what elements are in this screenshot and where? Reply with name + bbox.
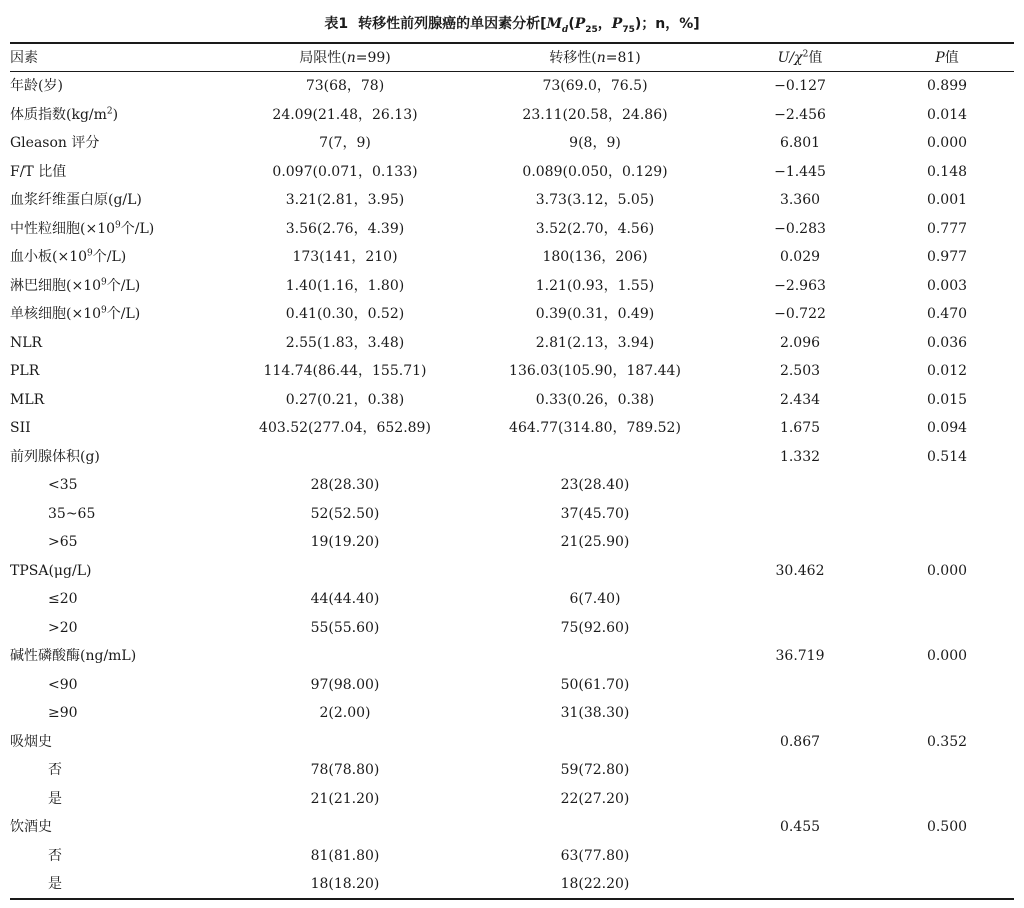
cell-localized bbox=[220, 557, 470, 586]
cell-metastatic: 22(27.20) bbox=[560, 790, 630, 807]
cell-u-chi2: −1.445 bbox=[774, 163, 826, 180]
cell-p-value bbox=[880, 785, 1014, 814]
cell-localized: 21(21.20) bbox=[310, 790, 380, 807]
cell-metastatic: 0.089(0.050，0.129) bbox=[522, 163, 668, 180]
factor-text: ≥90 bbox=[48, 705, 78, 722]
cell-u-chi2: 3.360 bbox=[779, 192, 821, 209]
cell-u-chi2 bbox=[720, 528, 880, 557]
header-metastatic-pre: 转移性( bbox=[549, 50, 597, 66]
factor-text: 否 bbox=[48, 762, 62, 779]
header-metastatic bbox=[470, 44, 720, 72]
factor-text: 前列腺体积(g) bbox=[10, 448, 100, 465]
cell-metastatic: 9(8，9) bbox=[569, 135, 621, 152]
factor-tail: ) bbox=[112, 106, 119, 123]
cell-p-value bbox=[880, 614, 1014, 643]
cell-metastatic: 63(77.80) bbox=[560, 847, 630, 864]
cell-localized: 0.41(0.30，0.52) bbox=[285, 306, 405, 323]
stat-m: M bbox=[546, 16, 563, 32]
table-row bbox=[10, 414, 1014, 443]
cell-factor bbox=[10, 842, 220, 871]
cell-localized: 52(52.50) bbox=[310, 505, 380, 522]
cell-u-chi2: −0.722 bbox=[774, 306, 826, 323]
cell-factor bbox=[10, 699, 220, 728]
cell-localized: 81(81.80) bbox=[310, 847, 380, 864]
cell-metastatic: 2.81(2.13，3.94) bbox=[535, 334, 655, 351]
cell-u-chi2: −0.127 bbox=[774, 78, 826, 95]
cell-factor bbox=[10, 129, 220, 158]
table-row bbox=[10, 585, 1014, 614]
cell-metastatic: 0.39(0.31，0.49) bbox=[535, 306, 655, 323]
cell-metastatic: 3.73(3.12，5.05) bbox=[535, 192, 655, 209]
table-row bbox=[10, 272, 1014, 301]
table-row bbox=[10, 300, 1014, 329]
cell-factor bbox=[10, 671, 220, 700]
table-row bbox=[10, 471, 1014, 500]
cell-metastatic: 18(22.20) bbox=[560, 876, 630, 893]
cell-u-chi2: 2.503 bbox=[779, 363, 821, 380]
cell-p-value: 0.014 bbox=[926, 106, 968, 123]
cell-u-chi2 bbox=[720, 785, 880, 814]
table-row bbox=[10, 614, 1014, 643]
header-localized bbox=[220, 44, 470, 72]
cell-p-value bbox=[880, 671, 1014, 700]
header-localized-post: =99) bbox=[355, 50, 391, 66]
factor-tail: 个/L) bbox=[120, 220, 155, 237]
cell-localized: 19(19.20) bbox=[310, 534, 380, 551]
table-title: 转移性前列腺癌的单因素分析 bbox=[358, 16, 541, 32]
cell-p-value: 0.000 bbox=[926, 562, 968, 579]
factor-text: SII bbox=[10, 420, 31, 437]
cell-metastatic bbox=[470, 557, 720, 586]
cell-metastatic: 37(45.70) bbox=[560, 505, 630, 522]
table-row bbox=[10, 243, 1014, 272]
header-u-sup: 2 bbox=[802, 49, 809, 60]
cell-metastatic bbox=[470, 813, 720, 842]
table-row bbox=[10, 158, 1014, 187]
header-row bbox=[10, 44, 1014, 72]
cell-factor bbox=[10, 186, 220, 215]
cell-u-chi2 bbox=[720, 614, 880, 643]
factor-text: 中性粒细胞(×10 bbox=[10, 220, 116, 237]
cell-localized: 3.21(2.81，3.95) bbox=[285, 192, 405, 209]
cell-metastatic bbox=[470, 443, 720, 472]
table-row bbox=[10, 443, 1014, 472]
cell-metastatic: 75(92.60) bbox=[560, 619, 630, 636]
header-u-chi: χ bbox=[794, 50, 803, 66]
cell-p-value: 0.036 bbox=[926, 334, 968, 351]
factor-text: >20 bbox=[48, 619, 78, 636]
cell-p-value bbox=[880, 471, 1014, 500]
cell-p-value bbox=[880, 870, 1014, 899]
cell-metastatic: 6(7.40) bbox=[569, 591, 621, 608]
cell-metastatic: 21(25.90) bbox=[560, 534, 630, 551]
cell-u-chi2 bbox=[720, 471, 880, 500]
cell-metastatic: 1.21(0.93，1.55) bbox=[535, 277, 655, 294]
cell-u-chi2: 2.434 bbox=[779, 391, 821, 408]
cell-localized: 2.55(1.83，3.48) bbox=[285, 334, 405, 351]
cell-factor bbox=[10, 785, 220, 814]
stat-close: )；n，%] bbox=[634, 16, 700, 32]
table-row bbox=[10, 557, 1014, 586]
cell-metastatic: 50(61.70) bbox=[560, 676, 630, 693]
header-metastatic-post: =81) bbox=[605, 50, 641, 66]
cell-factor bbox=[10, 813, 220, 842]
cell-u-chi2: 36.719 bbox=[775, 648, 825, 665]
cell-p-value: 0.777 bbox=[926, 220, 968, 237]
stat-p25-sub: 25 bbox=[585, 24, 598, 35]
table-row bbox=[10, 671, 1014, 700]
table-row bbox=[10, 186, 1014, 215]
cell-p-value: 0.977 bbox=[926, 249, 968, 266]
cell-localized: 114.74(86.44，155.71) bbox=[263, 363, 427, 380]
cell-p-value bbox=[880, 699, 1014, 728]
table-row bbox=[10, 842, 1014, 871]
cell-factor bbox=[10, 528, 220, 557]
factor-superscript: 9 bbox=[101, 305, 107, 316]
cell-metastatic: 0.33(0.26，0.38) bbox=[535, 391, 655, 408]
factor-text: PLR bbox=[10, 363, 40, 380]
factor-text: 碱性磷酸酶(ng/mL) bbox=[10, 648, 137, 665]
cell-factor bbox=[10, 585, 220, 614]
cell-localized: 0.27(0.21，0.38) bbox=[285, 391, 405, 408]
cell-factor bbox=[10, 443, 220, 472]
cell-u-chi2: 1.675 bbox=[779, 420, 821, 437]
table-row bbox=[10, 642, 1014, 671]
cell-p-value: 0.470 bbox=[926, 306, 968, 323]
stat-open: [ bbox=[540, 16, 547, 32]
cell-p-value: 0.094 bbox=[926, 420, 968, 437]
factor-text: <35 bbox=[48, 477, 78, 494]
cell-localized: 44(44.40) bbox=[310, 591, 380, 608]
table-row bbox=[10, 870, 1014, 899]
cell-p-value: 0.000 bbox=[926, 135, 968, 152]
cell-factor bbox=[10, 272, 220, 301]
cell-localized bbox=[220, 813, 470, 842]
factor-text: 是 bbox=[48, 790, 62, 807]
factor-text: Gleason 评分 bbox=[10, 135, 100, 152]
table-caption bbox=[0, 14, 1024, 40]
factor-text: TPSA(μg/L) bbox=[10, 562, 92, 579]
cell-factor bbox=[10, 756, 220, 785]
cell-p-value: 0.001 bbox=[926, 192, 968, 209]
univariate-table bbox=[10, 44, 1014, 899]
table-row bbox=[10, 728, 1014, 757]
cell-u-chi2 bbox=[720, 870, 880, 899]
cell-localized: 0.097(0.071，0.133) bbox=[272, 163, 418, 180]
cell-u-chi2: 0.867 bbox=[779, 733, 821, 750]
cell-localized bbox=[220, 443, 470, 472]
factor-text: F/T 比值 bbox=[10, 163, 67, 180]
cell-p-value bbox=[880, 842, 1014, 871]
header-localized-n: n bbox=[346, 50, 356, 66]
cell-localized: 24.09(21.48，26.13) bbox=[272, 106, 418, 123]
factor-text: 年龄(岁) bbox=[10, 78, 63, 95]
cell-u-chi2: 6.801 bbox=[779, 135, 821, 152]
cell-metastatic: 464.77(314.80，789.52) bbox=[509, 420, 681, 437]
cell-metastatic bbox=[470, 728, 720, 757]
cell-factor bbox=[10, 243, 220, 272]
cell-p-value bbox=[880, 500, 1014, 529]
factor-text: 血小板(×10 bbox=[10, 249, 88, 266]
cell-localized: 173(141，210) bbox=[292, 249, 398, 266]
table-row bbox=[10, 129, 1014, 158]
cell-localized: 78(78.80) bbox=[310, 762, 380, 779]
table-row bbox=[10, 101, 1014, 130]
cell-localized: 18(18.20) bbox=[310, 876, 380, 893]
table-row bbox=[10, 500, 1014, 529]
factor-text: <90 bbox=[48, 676, 78, 693]
cell-u-chi2: −0.283 bbox=[774, 220, 826, 237]
cell-metastatic: 136.03(105.90，187.44) bbox=[509, 363, 681, 380]
stat-d: d bbox=[562, 24, 569, 35]
cell-metastatic: 31(38.30) bbox=[560, 705, 630, 722]
table-row bbox=[10, 329, 1014, 358]
table-number: 表1 bbox=[324, 16, 349, 32]
factor-text: NLR bbox=[10, 334, 43, 351]
factor-text: 血浆纤维蛋白原(g/L) bbox=[10, 192, 142, 209]
cell-p-value bbox=[880, 756, 1014, 785]
factor-superscript: 9 bbox=[115, 220, 121, 231]
factor-tail: 个/L) bbox=[92, 249, 127, 266]
stat-comma: ， bbox=[597, 16, 612, 32]
header-p-symbol: P bbox=[935, 50, 945, 66]
cell-localized: 2(2.00) bbox=[319, 705, 371, 722]
cell-u-chi2 bbox=[720, 756, 880, 785]
factor-text: 否 bbox=[48, 847, 62, 864]
cell-factor bbox=[10, 870, 220, 899]
header-localized-pre: 局限性( bbox=[299, 50, 347, 66]
cell-p-value bbox=[880, 528, 1014, 557]
table-row bbox=[10, 215, 1014, 244]
cell-factor bbox=[10, 642, 220, 671]
cell-p-value bbox=[880, 585, 1014, 614]
cell-factor bbox=[10, 500, 220, 529]
cell-p-value: 0.352 bbox=[926, 733, 968, 750]
cell-localized: 55(55.60) bbox=[310, 619, 380, 636]
cell-metastatic: 3.52(2.70，4.56) bbox=[535, 220, 655, 237]
header-u-pre: U/ bbox=[777, 50, 795, 66]
cell-metastatic: 73(69.0，76.5) bbox=[542, 78, 648, 95]
stat-p75-p: P bbox=[611, 16, 623, 32]
factor-text: 体质指数(kg/m bbox=[10, 106, 107, 123]
factor-tail: 个/L) bbox=[106, 277, 141, 294]
cell-u-chi2: 0.029 bbox=[779, 249, 821, 266]
cell-localized: 28(28.30) bbox=[310, 477, 380, 494]
cell-metastatic: 23.11(20.58，24.86) bbox=[522, 106, 668, 123]
cell-metastatic: 23(28.40) bbox=[560, 477, 630, 494]
cell-localized: 97(98.00) bbox=[310, 676, 380, 693]
cell-u-chi2: 2.096 bbox=[779, 334, 821, 351]
cell-u-chi2 bbox=[720, 671, 880, 700]
table-body bbox=[10, 72, 1014, 899]
factor-text: >65 bbox=[48, 534, 78, 551]
table-row bbox=[10, 699, 1014, 728]
cell-factor bbox=[10, 614, 220, 643]
cell-p-value: 0.003 bbox=[926, 277, 968, 294]
cell-u-chi2 bbox=[720, 500, 880, 529]
cell-factor bbox=[10, 158, 220, 187]
factor-text: ≤20 bbox=[48, 591, 78, 608]
cell-factor bbox=[10, 728, 220, 757]
cell-factor bbox=[10, 357, 220, 386]
header-p bbox=[880, 44, 1014, 72]
cell-factor bbox=[10, 471, 220, 500]
cell-localized: 1.40(1.16，1.80) bbox=[285, 277, 405, 294]
stat-p25-p: P bbox=[574, 16, 586, 32]
table-row bbox=[10, 813, 1014, 842]
cell-localized: 73(68，78) bbox=[305, 78, 385, 95]
header-metastatic-n: n bbox=[596, 50, 606, 66]
cell-u-chi2: 30.462 bbox=[775, 562, 825, 579]
factor-superscript: 9 bbox=[101, 277, 107, 288]
cell-factor bbox=[10, 329, 220, 358]
cell-u-chi2: −2.456 bbox=[774, 106, 826, 123]
factor-text: 35~65 bbox=[48, 505, 96, 522]
table-row bbox=[10, 785, 1014, 814]
cell-factor bbox=[10, 300, 220, 329]
factor-text: 是 bbox=[48, 876, 62, 893]
cell-factor bbox=[10, 101, 220, 130]
stat-p75-sub: 75 bbox=[622, 24, 635, 35]
cell-localized bbox=[220, 728, 470, 757]
cell-metastatic: 59(72.80) bbox=[560, 762, 630, 779]
cell-factor bbox=[10, 72, 220, 101]
cell-u-chi2 bbox=[720, 842, 880, 871]
stat-paren: ( bbox=[568, 16, 575, 32]
factor-text: 吸烟史 bbox=[10, 733, 52, 750]
factor-superscript: 9 bbox=[87, 248, 93, 259]
header-factor: 因素 bbox=[10, 50, 38, 66]
table-row bbox=[10, 357, 1014, 386]
cell-p-value: 0.000 bbox=[926, 648, 968, 665]
cell-localized: 7(7，9) bbox=[319, 135, 371, 152]
cell-localized bbox=[220, 642, 470, 671]
cell-u-chi2: −2.963 bbox=[774, 277, 826, 294]
cell-p-value: 0.148 bbox=[926, 163, 968, 180]
cell-localized: 403.52(277.04，652.89) bbox=[259, 420, 431, 437]
cell-u-chi2 bbox=[720, 585, 880, 614]
cell-p-value: 0.500 bbox=[926, 819, 968, 836]
header-u-post: 值 bbox=[808, 50, 823, 66]
header-p-post: 值 bbox=[944, 50, 959, 66]
cell-metastatic bbox=[470, 642, 720, 671]
factor-text: 饮酒史 bbox=[10, 819, 52, 836]
cell-factor bbox=[10, 215, 220, 244]
cell-localized: 3.56(2.76，4.39) bbox=[285, 220, 405, 237]
factor-tail: 个/L) bbox=[106, 306, 141, 323]
cell-u-chi2 bbox=[720, 699, 880, 728]
table-row bbox=[10, 528, 1014, 557]
cell-factor bbox=[10, 557, 220, 586]
cell-p-value: 0.514 bbox=[926, 448, 968, 465]
cell-factor bbox=[10, 386, 220, 415]
factor-text: 单核细胞(×10 bbox=[10, 306, 102, 323]
table-row bbox=[10, 756, 1014, 785]
factor-superscript: 2 bbox=[106, 106, 113, 117]
factor-text: 淋巴细胞(×10 bbox=[10, 277, 102, 294]
header-u-chi2 bbox=[720, 44, 880, 72]
factor-text: MLR bbox=[10, 391, 45, 408]
cell-metastatic: 180(136，206) bbox=[542, 249, 648, 266]
cell-u-chi2: 0.455 bbox=[779, 819, 821, 836]
cell-u-chi2: 1.332 bbox=[779, 448, 821, 465]
cell-p-value: 0.012 bbox=[926, 363, 968, 380]
cell-p-value: 0.015 bbox=[926, 391, 968, 408]
table-row bbox=[10, 72, 1014, 101]
cell-factor bbox=[10, 414, 220, 443]
cell-p-value: 0.899 bbox=[926, 78, 968, 95]
table-row bbox=[10, 386, 1014, 415]
